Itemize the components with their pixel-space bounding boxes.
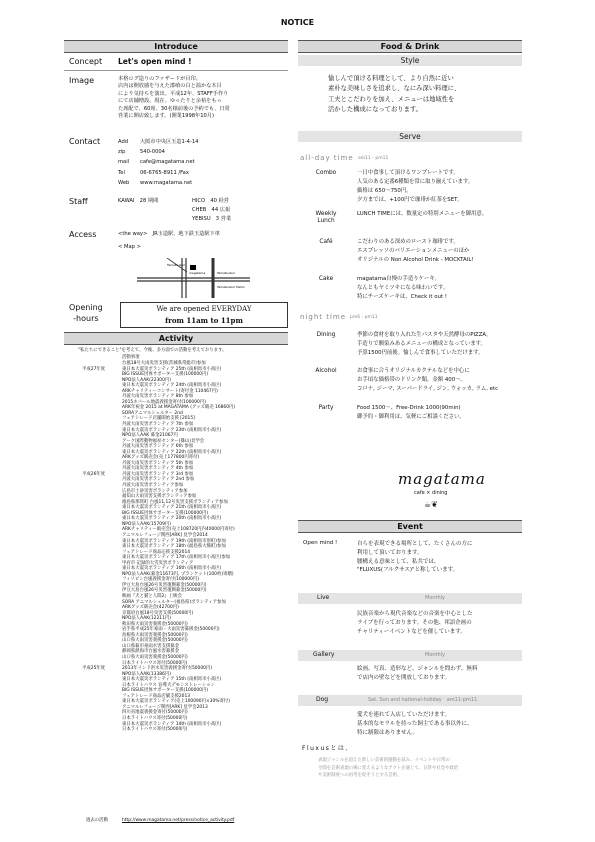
serve-text: Food 1500～、Free-Drink 1000(90min) <box>357 405 461 411</box>
image-text-line: た席配で、60席、30名様前後の予約でも、日常 <box>118 105 230 112</box>
contact-key: Add <box>118 139 129 145</box>
contact-value: 540-0004 <box>140 149 165 156</box>
serve-label: Cake <box>318 276 334 282</box>
contact-key: mail <box>118 159 130 166</box>
activity-item: 丹波大雨災害ボランティア 7th 参加 <box>122 422 194 428</box>
map-label: < Map > <box>118 244 141 250</box>
style-band: Style <box>298 55 522 66</box>
gallery-text <box>357 665 477 683</box>
activity-item: フィリピン台風義援金寄付(100000円) <box>122 577 199 583</box>
activity-item: 日本ライトハウス寄付(50000円) <box>122 660 188 666</box>
activity-item: 台風18号大雨災害支援(茨城県常総市)参加 <box>122 361 206 366</box>
activity-item: アニマルレフュージ関西[ARK] 見学会2013 <box>122 704 208 710</box>
opening-line1: We are opened EVERYDAY <box>156 305 252 313</box>
live-line: 民族音楽から現代音楽などの音楽を中心とした <box>357 611 473 617</box>
activity-year: 平成25年度 <box>82 666 106 672</box>
activity-item: SORAアニマルシェルター 2nd <box>122 410 183 416</box>
activity-item: ARKチャリティーコンサート(寄付金 110467円) <box>122 388 218 394</box>
dog-line: 特に制限はありません。 <box>357 729 418 736</box>
night-note: pm6 - pm11 <box>350 315 378 320</box>
serve-text: オリジナルの Non Alcohol Drink - MOCKTAIL! <box>357 257 474 263</box>
style-text-line: 活かした構成になっております。 <box>328 105 422 113</box>
fluxus-line: 表現ジャンルを超えた新しい芸術的運動を試み、イベントや日常の <box>318 758 450 763</box>
serve-text: お手頃な価格帯のドリンク類。金額 400～。 <box>357 377 466 383</box>
opening-label: Opening -hours <box>69 303 103 323</box>
activity-item: 広島市土砂災害ボランティア参加 <box>122 488 188 494</box>
live-band <box>298 593 522 604</box>
activity-item: NPO法人AAK(13386円) <box>122 671 171 677</box>
allday-note: am11 - pm11 <box>358 156 389 161</box>
serve-text: エスプレッソのバリエーションメニューのほか <box>357 248 470 254</box>
serve-text: 夕方までは、+100円で珈琲か紅茶をSET。 <box>357 197 463 203</box>
dog-label: Dog <box>316 696 329 703</box>
activity-item: 東日本大震災ボランティア 25th (南相馬市小高区) <box>122 366 222 372</box>
logo-subtitle: cafe × dining <box>414 490 448 496</box>
fluxus-line: 空間を芸術表現の場に変えるようなアクトを通じて、日常や社会や政治 <box>318 765 459 771</box>
serve-text: 人気のある定番6種類を常に取り揃えています。 <box>357 179 474 185</box>
serve-text: なんともヤミツキになる味わいです。 <box>357 285 449 291</box>
gallery-label: Gallery <box>313 651 335 658</box>
activity-year: 平成26年度 <box>82 472 106 477</box>
gallery-note: Monthly <box>425 652 446 658</box>
serve-text: 御予約・御利用は、気軽にご相談ください。 <box>357 414 465 420</box>
contact-key: zip <box>118 149 126 156</box>
fluxus-text <box>318 757 458 780</box>
activity-item: 丹波大雨災害ボランティア 4th 参加 <box>122 466 194 472</box>
image-text-line: 本格ログ造りのファザードが目印。 <box>118 76 201 82</box>
activity-item: 東日本大震災ボランティア 20th (南相馬市小高区) <box>122 516 222 522</box>
activity-item: 伊豆大島台風26号災害復興募金(50000円) <box>122 588 207 594</box>
food-drink-band: Food & Drink <box>298 40 522 53</box>
activity-item: 2013年インド洪水災害義援金寄付(50000円) <box>122 666 213 672</box>
activity-item: 映画『犬と猫と人間2』上映会 <box>122 593 182 599</box>
serve-text: 価格は 650～750円。 <box>357 188 412 194</box>
serve-label: Weekly Lunch <box>315 211 337 224</box>
activity-item: アニマルレフュージ関西[ARK] 見学会2014 <box>122 532 208 538</box>
serve-text: 予算1500円前後。愉しんで食事していただけます。 <box>357 350 484 356</box>
activity-item: 日本ライトハウス寄付(50000円) <box>122 716 188 721</box>
contact-row <box>118 168 198 178</box>
activity-item: フェアトレード商品店舗支援2013 <box>122 693 191 699</box>
serve-label: Café <box>319 239 333 245</box>
open-mind-label: Open mind ! <box>303 540 338 546</box>
activity-item: 秋田県大雨災害義援金(50000円) <box>122 621 188 627</box>
activity-item: BIG ISSUE団体サポーター支援(100000円) <box>122 372 209 378</box>
activity-intro: "私たちにできること"を考えて、今後、多方面での活動を考えております。 <box>78 348 227 353</box>
activity-item: NPO法人AAK(12211円) <box>122 616 171 622</box>
gallery-line: で店内の壁などを開放しております。 <box>357 674 451 681</box>
staff-hico: HICO 40 経営 <box>192 198 229 204</box>
allday-title: all-day time <box>300 154 354 162</box>
activity-head: 活動事項 <box>122 355 140 360</box>
serve-label: Alcohol <box>315 368 337 374</box>
activity-item: 甲府市 記録的大雪災害ボランティア <box>122 560 194 566</box>
image-label: Image <box>69 76 95 85</box>
activity-item: 岩手県平成25年豪雨・大雨災害募援金(50000円) <box>122 627 220 633</box>
activity-list <box>122 361 235 733</box>
activity-item: ARKチャリティー販売会(売上108720円内40000円寄付) <box>122 527 235 533</box>
image-text-line: 営業に開店致します。(開業1998年10月) <box>118 113 215 120</box>
activity-item: 福知山大雨災害支援ボランティア参加 <box>122 494 197 500</box>
dog-note: Sat. Sun and national-holiday am11-pm11 <box>368 697 478 703</box>
style-text-line: 素朴な美味しさを追求し、なにみ深い料理に、 <box>328 85 461 93</box>
activity-item: 東日本大震災ボランティア 18th (福島県大熊町)参加 <box>122 544 226 550</box>
serve-text: こだわりのある深めのロースト珈琲です。 <box>357 239 459 245</box>
dog-text <box>357 711 472 737</box>
style-text-line: 工夫とこだわりを加え、メニューは地域性を <box>328 95 455 103</box>
activity-item: NPO法人AAK(募金11673円, プランケット(100枚)寄贈) <box>122 571 234 577</box>
map-shop: magatama <box>189 271 206 275</box>
event-band: Event <box>298 520 522 533</box>
serve-band: Serve <box>298 131 522 142</box>
live-text <box>357 610 473 636</box>
concept-label: Concept <box>69 57 103 66</box>
contact-label: Contact <box>69 137 101 146</box>
live-line: チャリティーイベントなどを催しています。 <box>357 628 466 635</box>
contact-row <box>118 147 198 157</box>
open-mind-line: "FLUXUS(フルクサス)"と称しています。 <box>357 567 459 574</box>
past-label: 過去の活動 <box>86 818 108 823</box>
map-sub: Tamatsukuri Metro <box>217 285 245 289</box>
open-mind-line: 自らを表現できる場所として、たくさんの方に <box>357 541 473 547</box>
activity-item: フェアトレード商品応援支援2014 <box>122 549 191 555</box>
map-station-b: Tamatsukuri <box>217 271 236 275</box>
night-title: night time <box>300 313 347 321</box>
contact-value[interactable]: cafe@magatama.net <box>140 159 195 166</box>
contact-value[interactable]: www.magatama.net <box>140 179 193 186</box>
access-label: Access <box>69 230 97 239</box>
activity-item: 丹波大雨災害ボランティア 6th 参加 <box>122 444 194 450</box>
map-station-a: Tamatsukuri <box>167 263 186 267</box>
activity-item: 伊豆大島台風26号災害復興募金(50000円) <box>122 582 207 588</box>
image-text-line: にて店舗増設。現在、ゆったりと余裕をもっ <box>118 98 222 105</box>
access-text: <the way> JR玉造駅、地下鉄玉造駅下車 <box>118 231 220 237</box>
fluxus-line: や美術制度への再考を促そうとする芸術。 <box>318 773 402 778</box>
access-map <box>137 258 250 298</box>
staff-cheb: CHEB 44 広報 <box>192 207 231 213</box>
dog-line: 基本的なモラルを持った飼主である事以外に、 <box>357 720 473 727</box>
serve-text: 手造りで馴染みあるメニューの構成となっています。 <box>357 341 486 347</box>
concept-divider <box>64 70 288 71</box>
activity-item: 静岡県熱海市台風水害募援金 <box>122 649 180 655</box>
introduce-band: Introduce <box>64 40 288 53</box>
opening-box <box>120 302 288 328</box>
serve-text: お食事に合うオリジナルカクテルなどを中心に <box>357 368 470 374</box>
concept-value: Let's open mind ! <box>118 57 192 66</box>
serve-text: 季節の食材を取り入れた生パスタや天然酵母のPIZZA。 <box>357 332 492 338</box>
activity-item: 丹波大雨災害ボランティア 2nd 参加 <box>122 477 195 483</box>
live-line: ライブを行っております。その他、邦語企画の <box>357 619 472 626</box>
contact-row <box>118 157 198 167</box>
activity-item: 日本ライトハウス寄付(50000円) <box>122 727 188 733</box>
past-activity-link[interactable]: http://www.magatama.net/press/notice_activity.pdf <box>122 818 235 823</box>
activity-item: アーク国際動物福祉センター(篠山)見学会 <box>122 438 205 444</box>
fluxus-title: Fluxusとは、 <box>302 745 353 752</box>
live-label: Live <box>317 594 330 601</box>
contact-row <box>118 178 198 188</box>
contact-key: Tel <box>118 169 125 176</box>
image-text <box>118 76 230 120</box>
activity-item: 東日本大震災ボランティア 23th (南相馬市小高区) <box>122 427 222 433</box>
activity-item: 東日本大震災ボランティア 21th (南相馬市小高区) <box>122 505 222 511</box>
activity-year: 平成27年度 <box>82 366 106 372</box>
activity-item: 日本ライトハウス 盲導犬デモンストレーション <box>122 682 215 688</box>
style-text <box>328 74 460 115</box>
magatama-logo: magatama <box>398 470 486 488</box>
open-mind-line: 腰構える意味として、私共では、 <box>357 558 440 565</box>
activity-item: 京都府台風18号災害支援(50000円) <box>122 610 194 616</box>
activity-item: 東日本大震災ボランティア(売上100090円×30%寄付) <box>122 699 230 705</box>
activity-item: SORA アニマルシェルター(福島県)ボランティア参加 <box>122 599 226 605</box>
serve-label: Dining <box>316 332 336 338</box>
serve-label: Party <box>318 405 334 411</box>
activity-item: BIG ISSUE団体サポーター支援(100000円) <box>122 688 209 694</box>
contact-row <box>118 137 198 147</box>
activity-item: 山口県萩市豪雨水害支援募金 <box>122 643 180 649</box>
activity-item: 東日本大震災ボランティア 15th (南相馬市小高区) <box>122 677 222 683</box>
live-note: Monthly <box>425 595 446 601</box>
gallery-line: 絵画、写真、造形など、ジャンルを問わず、無料 <box>357 666 478 672</box>
contact-list <box>118 137 198 188</box>
image-text-line: により気持ちを演出。平成12年、STAFF手作り <box>118 90 229 97</box>
activity-item: 東日本大震災ボランティア 22th (南相馬市小高区) <box>122 449 222 455</box>
activity-item: ARKグッズ販売会(売上177800円寄付) <box>122 455 200 461</box>
activity-item: 2015ネパール地震義援金寄付(100000円) <box>122 399 206 405</box>
contact-value: 06-6765-8911 /Fax <box>140 169 189 176</box>
open-mind-line: 利用して頂いております。 <box>357 549 423 556</box>
serve-text: 特にチーズケーキは、Check it out ! <box>357 294 447 300</box>
staff-kawai: KAWAI 28 期間 <box>118 198 159 204</box>
open-mind-text <box>357 540 472 575</box>
activity-item: 丹波大雨災害ボランティア 3rd 参加 <box>122 471 194 477</box>
activity-item: 東日本大震災ボランティア 14th (南相馬市小高区) <box>122 721 222 727</box>
activity-item: 東日本大震災ボランティア 16th (南相馬市小高区) <box>122 566 222 572</box>
serve-text: 一日中食事して頂けるワンプレートです。 <box>357 170 459 176</box>
activity-item: 山口県大雨災害義援金(50000円) <box>122 654 188 660</box>
page-title: NOTICE <box>280 18 315 27</box>
activity-item: NPO法人AAK(22300円) <box>122 377 171 383</box>
staff-yebisu: YEBISU 3 営業 <box>192 216 232 222</box>
dog-line: 愛犬を連れて入店していただけます。 <box>357 712 451 718</box>
activity-item: 丹波大雨災害ボランティア 8th 参加 <box>122 394 194 400</box>
activity-item: 島根県大雨災害義援金(50000円) <box>122 632 188 638</box>
activity-item: 丹波大雨災害ボランティア参加 <box>122 483 184 489</box>
activity-item: フェアトレード店舗開始支援 [2015] <box>122 416 195 422</box>
activity-band: Activity <box>64 332 288 345</box>
activity-item: 徳島県那賀町 台風11,12号災害支援ボランティア参加 <box>122 499 228 505</box>
activity-item: ARKグッズ販売会(42700円) <box>122 605 179 611</box>
serve-text: LUNCH TIMEには、数量定の特別メニューを御用意。 <box>357 211 488 217</box>
activity-item: NPO法人AAK 募金21067円 <box>122 433 178 439</box>
activity-item: 四川省地震義援金寄付(50000円) <box>122 710 188 716</box>
activity-item: BIG ISSUE団体サポーター支援(100000円) <box>122 510 209 516</box>
activity-item: 東日本大震災ボランティア 19th (南相馬市原町)参加 <box>122 538 226 544</box>
activity-item: ARK年祝金 2015 at MAGATAMA (グッズ販売 16860円) <box>122 405 236 411</box>
bowl-icon: ☕❦ <box>424 500 438 509</box>
activity-item: 東日本大震災ボランティア 24th (南相馬市小高区) <box>122 383 222 389</box>
activity-item: 山口県大雨災害義援金(50000円) <box>122 638 188 644</box>
staff-label: Staff <box>69 197 88 206</box>
activity-item: NPO法人AAK(15709円) <box>122 521 171 527</box>
activity-item: 丹波大雨災害ボランティア 5th 参加 <box>122 460 194 466</box>
serve-text: magatama自慢の手造りケーキ。 <box>357 276 440 282</box>
serve-label: Combo <box>315 170 337 176</box>
style-text-line: 愉しんで頂ける料理として、より自然に近い <box>328 75 454 82</box>
contact-value: 大阪市中央区玉造1-4-14 <box>140 139 199 145</box>
serve-text: コロナ, ジーマ, スーパードライ, ジン, ウォッカ, ラム, etc <box>357 386 499 392</box>
contact-key: Web <box>118 179 130 186</box>
activity-item: 東日本大震災ボランティア 17th (南相馬市小高区)参加 <box>122 555 231 561</box>
opening-line2: from 11am to 11pm <box>165 316 243 325</box>
image-text-line: 店内は開放感を与えた漆喰の白と温かな木目 <box>118 83 222 90</box>
